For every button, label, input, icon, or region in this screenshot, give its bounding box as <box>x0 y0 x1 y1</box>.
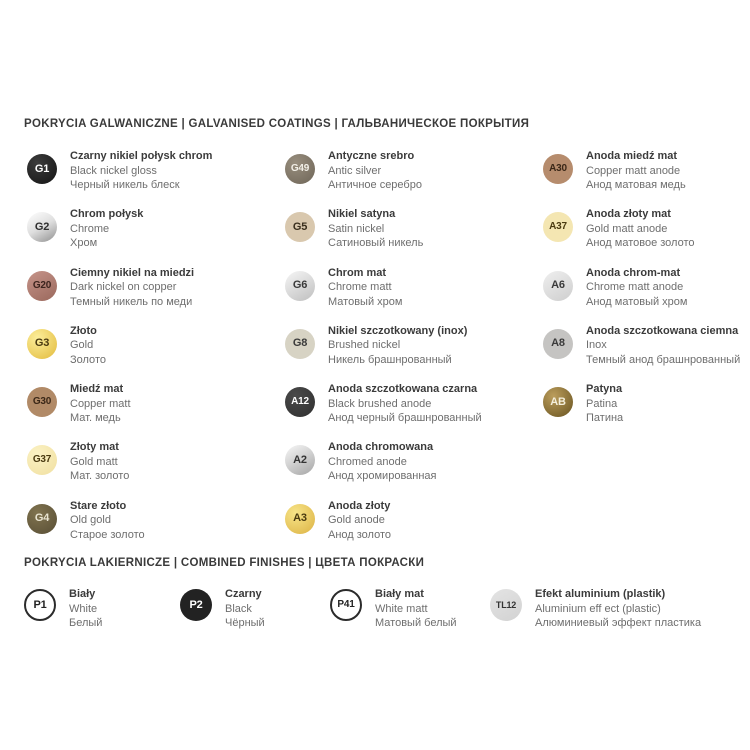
finish-item <box>27 499 285 557</box>
finish-label-english: Black nickel gloss <box>70 164 157 177</box>
finish-label-russian: Золото <box>70 353 106 366</box>
finish-label-russian: Анод матовый хром <box>586 295 688 308</box>
finish-item <box>285 207 543 265</box>
finish-label-russian: Темный анод брашнрованный <box>586 353 741 366</box>
finish-label-english: Gold matt anode <box>586 222 668 235</box>
finish-label-russian: Черный никель блеск <box>70 179 180 191</box>
finish-labels <box>328 382 482 426</box>
finish-labels <box>586 266 687 310</box>
finish-label-english: Gold anode <box>328 514 385 527</box>
finish-label-polish: Czarny <box>225 588 262 600</box>
finish-item <box>330 587 490 645</box>
finish-labels <box>70 149 212 193</box>
finish-item <box>27 207 285 265</box>
finish-item <box>180 587 330 645</box>
finish-label-polish: Anoda chromowana <box>328 441 434 454</box>
finish-label-russian: Анод золото <box>328 528 392 541</box>
finish-swatch: P1 <box>24 589 56 621</box>
finish-swatch: G6 <box>285 271 315 301</box>
finish-swatch: A37 <box>543 212 573 242</box>
finish-label-polish: Anoda miedź mat <box>586 150 678 162</box>
section-title-galvanised-coatings: POKRYCIA GALWANICZNE | GALVANISED COATINGS | ГАЛЬВАНИЧЕСКОЕ ПОКРЫТИЯ <box>24 118 530 130</box>
finish-label-english: White matt <box>375 602 428 615</box>
finish-label-russian: Анод черный брашнрованный <box>328 412 482 425</box>
galvanised-column-3 <box>543 149 743 440</box>
finish-swatch: TL12 <box>490 589 522 621</box>
finish-swatch: AB <box>543 387 573 417</box>
finish-label-polish: Efekt aluminium (plastik) <box>535 588 666 600</box>
finish-swatch: G5 <box>285 212 315 242</box>
finish-swatch: A6 <box>543 271 573 301</box>
finish-label-russian: Старое золото <box>70 528 145 541</box>
finish-label-polish: Antyczne srebro <box>328 150 415 162</box>
finish-label-english: White <box>69 602 98 615</box>
finish-label-polish: Chrom połysk <box>70 208 144 221</box>
finish-label-polish: Anoda chrom-mat <box>586 266 681 279</box>
finish-swatch: P41 <box>330 589 362 621</box>
finish-labels <box>328 440 437 484</box>
finish-label-russian: Античное серебро <box>328 179 422 191</box>
finish-label-polish: Patyna <box>586 383 623 396</box>
finish-labels <box>586 207 695 251</box>
finish-labels <box>535 587 701 631</box>
finish-swatch: G49 <box>285 154 315 184</box>
finish-label-russian: Мат. золото <box>70 470 130 483</box>
finish-label-english: Old gold <box>70 514 111 527</box>
finish-label-russian: Мат. медь <box>70 412 121 425</box>
finish-label-english: Dark nickel on copper <box>70 281 177 294</box>
finish-labels <box>375 587 457 631</box>
finish-labels <box>225 587 265 631</box>
finish-swatch: G8 <box>285 329 315 359</box>
finish-label-russian: Белый <box>69 617 103 629</box>
finish-item <box>285 149 543 207</box>
finish-labels <box>586 149 686 193</box>
finish-labels <box>70 499 145 543</box>
finish-labels <box>328 149 422 193</box>
finish-item <box>543 266 743 324</box>
finish-label-english: Gold <box>70 339 94 352</box>
finish-item <box>285 382 543 440</box>
finish-label-english: Black <box>225 602 252 615</box>
finish-item <box>285 499 543 557</box>
finish-swatch: G4 <box>27 504 57 534</box>
finish-swatch: A30 <box>543 154 573 184</box>
finish-label-english: Aluminium eff ect (plastic) <box>535 602 661 615</box>
finish-label-english: Chrome <box>70 222 110 235</box>
finish-swatch: G1 <box>27 154 57 184</box>
finish-label-polish: Nikiel szczotkowany (inox) <box>328 324 468 337</box>
galvanised-column-2 <box>285 149 543 557</box>
combined-finishes-cell <box>24 587 180 645</box>
finish-item <box>24 587 180 645</box>
finish-label-polish: Złoty mat <box>70 441 119 454</box>
finish-label-english: Copper matt <box>70 397 131 410</box>
combined-finishes-cell <box>330 587 490 645</box>
finish-labels <box>328 207 423 251</box>
finish-label-english: Antic silver <box>328 164 382 177</box>
finish-item <box>543 324 743 382</box>
finish-item <box>543 382 743 440</box>
finish-label-russian: Алюминиевый эффект пластика <box>535 617 702 629</box>
finish-swatch: A8 <box>543 329 573 359</box>
finish-item <box>27 266 285 324</box>
finish-swatch: A3 <box>285 504 315 534</box>
finish-labels <box>70 324 106 368</box>
finish-labels <box>70 382 131 426</box>
finish-item <box>27 324 285 382</box>
galvanised-column-1 <box>27 149 285 557</box>
finish-label-russian: Матовый белый <box>375 617 457 629</box>
finish-label-polish: Anoda szczotkowana ciemna <box>586 324 739 337</box>
finish-item <box>27 382 285 440</box>
finish-label-polish: Czarny nikiel połysk chrom <box>70 150 213 162</box>
finish-item <box>27 149 285 207</box>
finish-item <box>490 587 701 645</box>
finish-labels <box>328 324 467 368</box>
finish-label-polish: Anoda szczotkowana czarna <box>328 383 478 396</box>
finish-labels <box>70 440 129 484</box>
finish-item <box>285 440 543 498</box>
finish-label-russian: Анод матовая медь <box>586 179 686 191</box>
finish-label-english: Patina <box>586 397 618 410</box>
finish-label-english: Inox <box>586 339 607 352</box>
finish-label-english: Brushed nickel <box>328 339 401 352</box>
finish-labels <box>69 587 102 631</box>
combined-finishes-cell <box>490 587 701 645</box>
finish-label-polish: Stare złoto <box>70 499 127 512</box>
finish-item <box>543 149 743 207</box>
finish-label-russian: Анод хромированная <box>328 470 437 483</box>
finish-swatch: P2 <box>180 589 212 621</box>
finish-label-russian: Хром <box>70 237 98 250</box>
finish-labels <box>328 266 402 310</box>
galvanised-coatings-grid <box>27 149 743 557</box>
finish-swatch: G30 <box>27 387 57 417</box>
finish-label-russian: Сатиновый никель <box>328 237 424 250</box>
finish-label-polish: Anoda złoty mat <box>586 208 671 221</box>
finish-item <box>543 207 743 265</box>
finish-label-english: Chrome matt anode <box>586 281 684 294</box>
finish-label-polish: Złoto <box>70 324 97 337</box>
finish-label-polish: Biały mat <box>375 588 424 600</box>
finish-labels <box>70 266 194 310</box>
finish-swatch: A2 <box>285 445 315 475</box>
finish-item <box>285 324 543 382</box>
finish-label-polish: Chrom mat <box>328 266 387 279</box>
finish-labels <box>70 207 143 251</box>
finish-label-russian: Темный никель по меди <box>70 295 193 308</box>
finish-label-english: Chromed anode <box>328 455 407 468</box>
finish-label-english: Copper matt anode <box>586 164 681 177</box>
finish-label-polish: Miedź mat <box>70 383 124 396</box>
finish-label-english: Satin nickel <box>328 222 385 235</box>
finish-label-russian: Анод матовое золото <box>586 237 695 250</box>
finish-label-russian: Чёрный <box>225 617 265 629</box>
finish-labels <box>586 324 740 368</box>
finish-swatch: G3 <box>27 329 57 359</box>
combined-finishes-grid <box>24 587 701 645</box>
finish-label-russian: Патина <box>586 412 624 425</box>
finish-labels <box>328 499 391 543</box>
finish-label-russian: Матовый хром <box>328 295 403 308</box>
finish-label-english: Chrome matt <box>328 281 392 294</box>
finish-label-english: Gold matt <box>70 455 118 468</box>
combined-finishes-cell <box>180 587 330 645</box>
finish-item <box>27 440 285 498</box>
finish-swatch: A12 <box>285 387 315 417</box>
section-title-combined-finishes: POKRYCIA LAKIERNICZE | COMBINED FINISHES | ЦВЕТА ПОКРАСКИ <box>24 557 425 569</box>
finish-labels <box>586 382 623 426</box>
finish-item <box>285 266 543 324</box>
finish-label-polish: Nikiel satyna <box>328 208 396 221</box>
finish-label-polish: Ciemny nikiel na miedzi <box>70 266 195 279</box>
finish-label-polish: Biały <box>69 588 96 600</box>
finish-swatch: G2 <box>27 212 57 242</box>
finish-label-russian: Никель брашнрованный <box>328 353 452 366</box>
finish-swatch: G20 <box>27 271 57 301</box>
finish-label-english: Black brushed anode <box>328 397 432 410</box>
finish-label-polish: Anoda złoty <box>328 499 391 512</box>
finish-swatch: G37 <box>27 445 57 475</box>
